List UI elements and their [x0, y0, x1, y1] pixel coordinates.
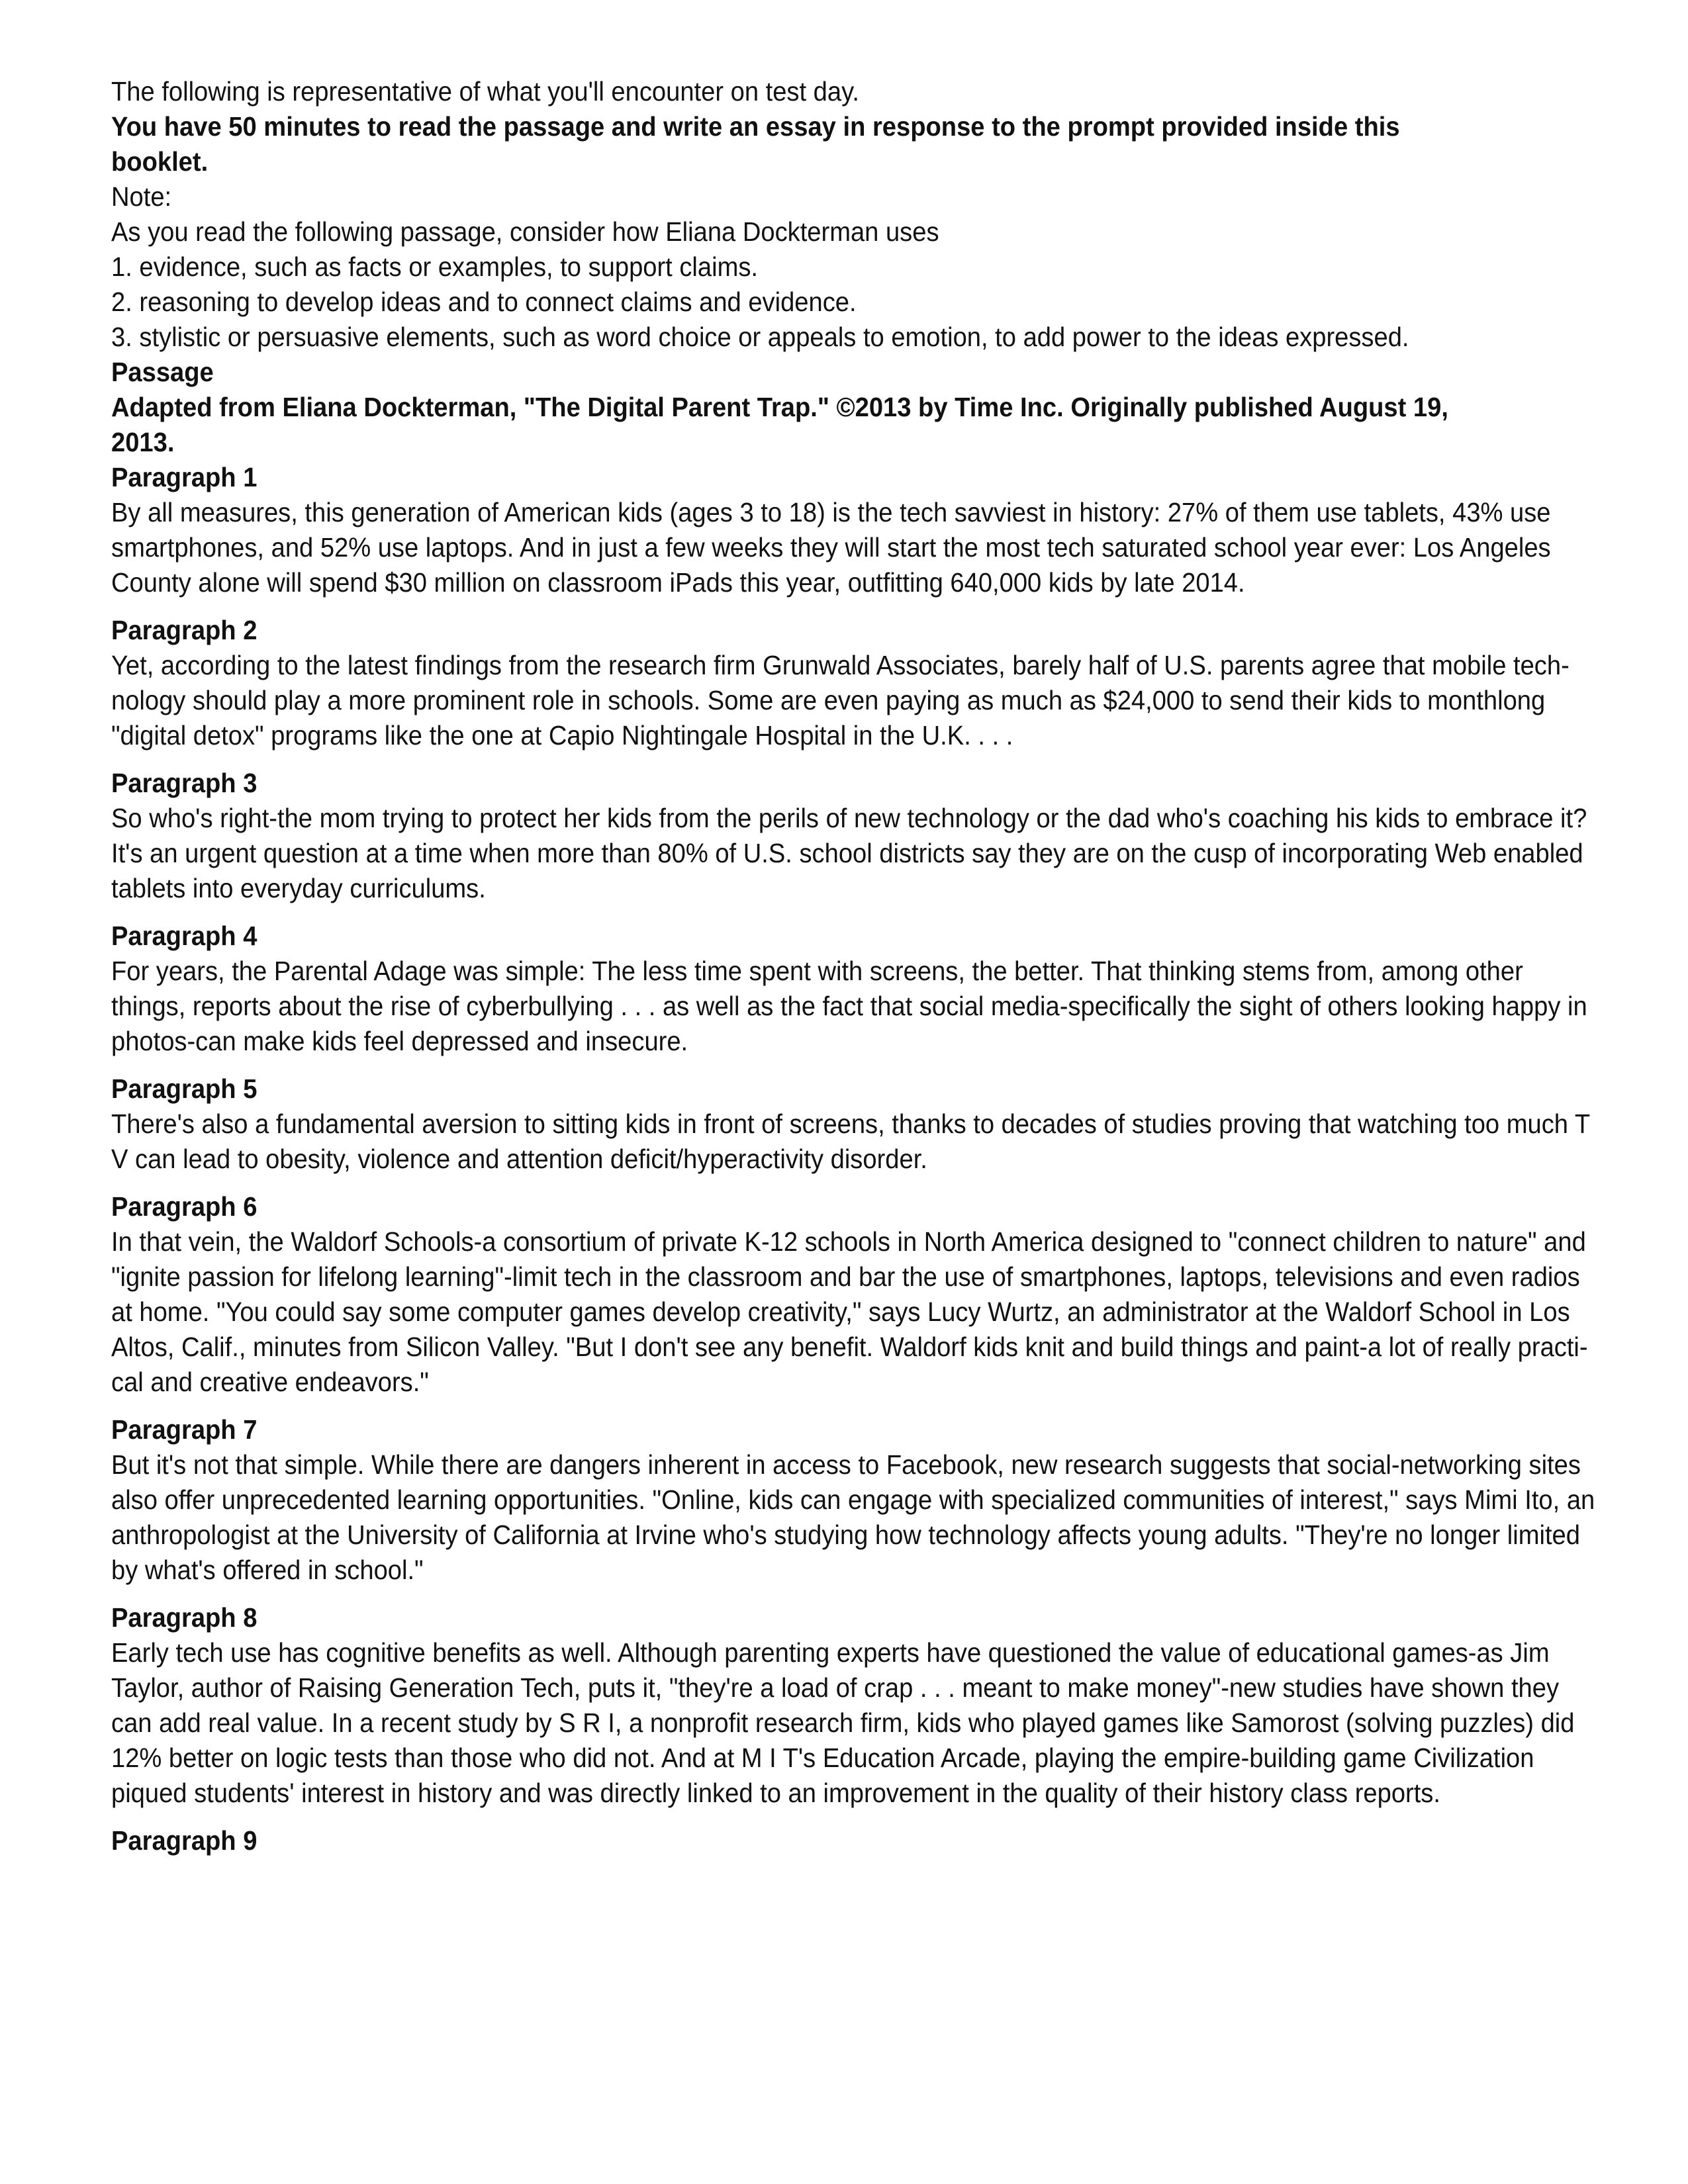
- paragraph-line: nology should play a more prominent role in schools. Some are even paying as much as $24,000 to send their kids to monthlong: [111, 685, 1546, 715]
- paragraph-line: Altos, Calif., minutes from Silicon Valley. "But I don't see any benefit. Waldorf kids knit and build things and paint-a lot of really practi-: [111, 1332, 1588, 1362]
- paragraph-line: photos-can make kids feel depressed and insecure.: [111, 1026, 688, 1056]
- intro-line: The following is representative of what you'll encounter on test day.: [111, 76, 859, 107]
- instructions-lead: As you read the following passage, consider how Eliana Dockterman uses: [111, 216, 939, 247]
- note-label: Note:: [111, 181, 172, 212]
- paragraph-body: [111, 1107, 1591, 1177]
- paragraph-line: County alone will spend $30 million on classroom iPads this year, outfitting 640,000 kids by late 2014.: [111, 567, 1245, 598]
- paragraph-heading: Paragraph 8: [111, 1602, 258, 1633]
- document-page: [111, 74, 1595, 1858]
- passage-heading: Passage: [111, 357, 214, 387]
- paragraph-body: [111, 1224, 1588, 1400]
- paragraph-line: So who's right-the mom trying to protect her kids from the perils of new technology or the dad who's coaching his kids to embrace it?: [111, 803, 1587, 833]
- paragraph-body: [111, 1635, 1575, 1811]
- paragraph-line: It's an urgent question at a time when more than 80% of U.S. school districts say they are on the cusp of incorporating Web enabled: [111, 838, 1583, 868]
- instruction-item-3: 3. stylistic or persuasive elements, such as word choice or appeals to emotion, to add power to the ideas expressed.: [111, 322, 1409, 352]
- paragraph-line: But it's not that simple. While there are dangers inherent in access to Facebook, new research suggests that social-networking sites: [111, 1449, 1581, 1480]
- paragraph-body: [111, 954, 1587, 1059]
- paragraph-line: anthropologist at the University of California at Irvine who's studying how technology affects young adults. "They're no longer limited: [111, 1520, 1580, 1550]
- paragraph-heading: Paragraph 5: [111, 1073, 258, 1104]
- paragraph-line: things, reports about the rise of cyberbullying . . . as well as the fact that social media-specifically the sight of others looking happy in: [111, 991, 1587, 1021]
- paragraph-line: In that vein, the Waldorf Schools-a consortium of private K-12 schools in North America designed to "connect children to nature" and: [111, 1226, 1586, 1257]
- paragraph-line: "digital detox" programs like the one at Capio Nightingale Hospital in the U.K. . . .: [111, 720, 1013, 751]
- paragraph-heading: Paragraph 1: [111, 462, 258, 492]
- paragraph-line: also offer unprecedented learning opportunities. "Online, kids can engage with specialized communities of interest," says Mimi Ito, an: [111, 1484, 1595, 1515]
- paragraph-line: piqued students' interest in history and was directly linked to an improvement in the quality of their history class reports.: [111, 1778, 1440, 1808]
- paragraph-heading: Paragraph 9: [111, 1825, 258, 1856]
- paragraph-line: cal and creative endeavors.": [111, 1367, 429, 1397]
- paragraph-line: Taylor, author of Raising Generation Tech, puts it, "they're a load of crap . . . meant to make money"-new studies have shown they: [111, 1672, 1560, 1703]
- paragraph-body: [111, 1447, 1595, 1588]
- paragraph-heading: Paragraph 4: [111, 921, 258, 951]
- paragraph-line: "ignite passion for lifelong learning"-limit tech in the classroom and bar the use of smartphones, laptops, televisions and even radios: [111, 1261, 1580, 1292]
- paragraph-body: [111, 648, 1570, 753]
- paragraph-line: For years, the Parental Adage was simple: The less time spent with screens, the better. That thinking stems from, among other: [111, 956, 1523, 986]
- paragraph-heading: Paragraph 2: [111, 615, 258, 645]
- paragraph-body: [111, 495, 1551, 600]
- paragraph-line: tablets into everyday curriculums.: [111, 873, 486, 903]
- paragraph-line: Early tech use has cognitive benefits as well. Although parenting experts have questioned the value of educational games-as Jim: [111, 1637, 1550, 1668]
- paragraph-line: by what's offered in school.": [111, 1555, 424, 1585]
- paragraph-line: There's also a fundamental aversion to sitting kids in front of screens, thanks to decades of studies proving that watching too much T: [111, 1109, 1591, 1139]
- paragraph-heading: Paragraph 3: [111, 768, 258, 798]
- paragraph-line: smartphones, and 52% use laptops. And in just a few weeks they will start the most tech saturated school year ever: Los Angeles: [111, 532, 1551, 563]
- paragraph-line: By all measures, this generation of American kids (ages 3 to 18) is the tech savviest in history: 27% of them use tablets, 43% use: [111, 497, 1551, 527]
- paragraph-heading: Paragraph 7: [111, 1414, 258, 1445]
- passage-source: Adapted from Eliana Dockterman, "The Digital Parent Trap." ©2013 by Time Inc. Originally published August 19, 2013.: [111, 392, 1448, 457]
- paragraph-line: can add real value. In a recent study by S R I, a nonprofit research firm, kids who played games like Samorost (solving puzzles) did: [111, 1707, 1575, 1738]
- paragraph-body: [111, 801, 1587, 906]
- paragraph-line: V can lead to obesity, violence and attention deficit/hyperactivity disorder.: [111, 1144, 927, 1174]
- paragraph-line: 12% better on logic tests than those who did not. And at M I T's Education Arcade, playing the empire-building game Civilization: [111, 1743, 1534, 1773]
- time-limit-instruction: You have 50 minutes to read the passage and write an essay in response to the prompt provided inside this booklet.: [111, 111, 1400, 177]
- instruction-item-2: 2. reasoning to develop ideas and to connect claims and evidence.: [111, 287, 857, 317]
- paragraph-line: at home. "You could say some computer games develop creativity," says Lucy Wurtz, an administrator at the Waldorf School in Los: [111, 1297, 1570, 1327]
- paragraph-line: Yet, according to the latest findings from the research firm Grunwald Associates, barely half of U.S. parents agree that mobile tech-: [111, 650, 1570, 680]
- instruction-item-1: 1. evidence, such as facts or examples, to support claims.: [111, 251, 759, 282]
- paragraph-heading: Paragraph 6: [111, 1191, 258, 1222]
- passage-paragraphs: [111, 460, 1595, 1858]
